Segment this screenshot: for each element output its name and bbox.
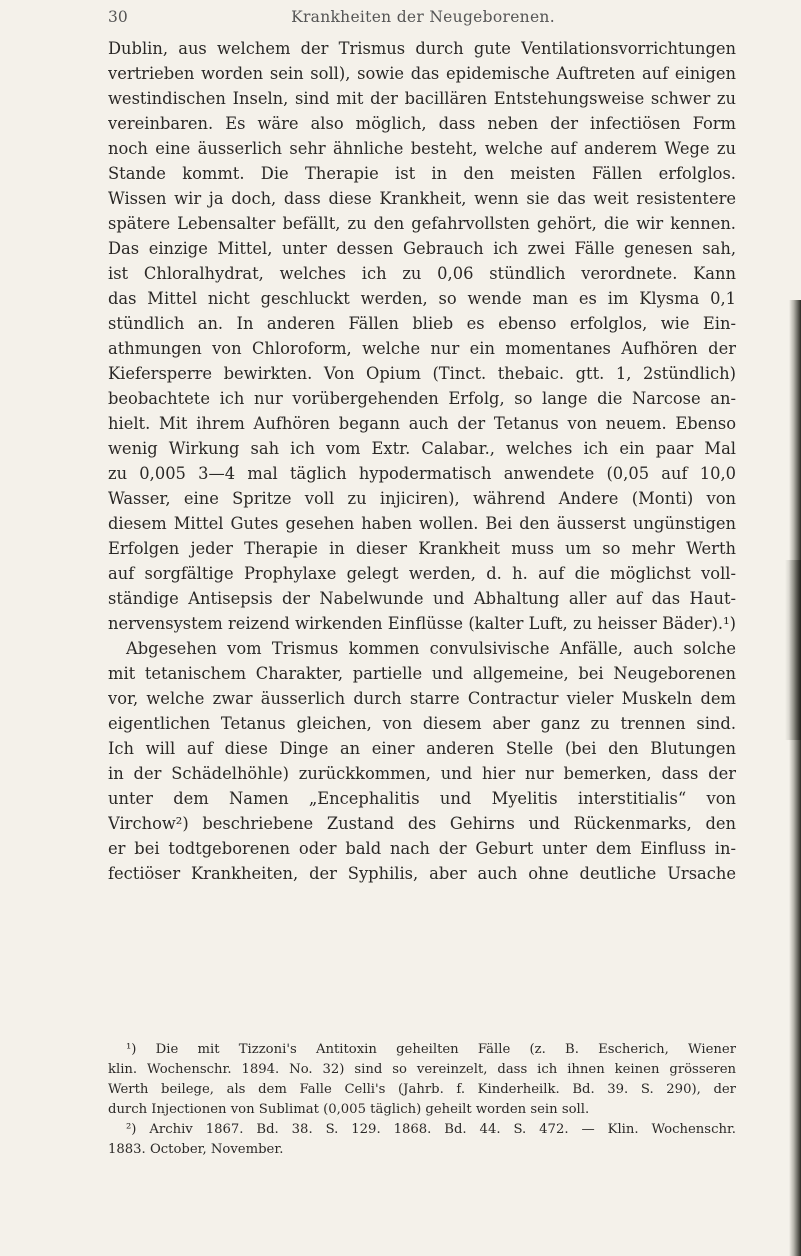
text-line: ist Chloralhydrat, welches ich zu 0,06 stündlich verordnete. Kann: [108, 264, 736, 283]
text-line: er bei todtgeborenen oder bald nach der Geburt unter dem Einfluss in-: [108, 839, 736, 858]
text-line: athmungen von Chloroform, welche nur ein momentanes Aufhören der: [108, 339, 736, 358]
text-line: vertrieben worden sein soll), sowie das epidemische Auftreten auf einigen: [108, 64, 736, 83]
text-line: unter dem Namen „Encephalitis und Myelitis interstitialis“ von: [108, 789, 736, 808]
footnote-line: klin. Wochenschr. 1894. No. 32) sind so vereinzelt, dass ich ihnen keinen grösseren: [108, 1062, 736, 1077]
body-text: [108, 36, 736, 886]
footnote-line: ¹) Die mit Tizzoni's Antitoxin geheilten Fälle (z. B. Escherich, Wiener: [126, 1042, 736, 1057]
text-line: Dublin, aus welchem der Trismus durch gute Ventilationsvorrichtungen: [108, 39, 736, 58]
text-line: zu 0,005 3—4 mal täglich hypodermatisch anwendete (0,05 auf 10,0: [108, 464, 736, 483]
running-title: Krankheiten der Neugeborenen.: [291, 8, 555, 26]
text-line: stündlich an. In anderen Fällen blieb es ebenso erfolglos, wie Ein-: [108, 314, 736, 333]
text-line: Wasser, eine Spritze voll zu injiciren), während Andere (Monti) von: [108, 489, 736, 508]
text-line: wenig Wirkung sah ich vom Extr. Calabar., welches ich ein paar Mal: [108, 439, 736, 458]
footnote-line: durch Injectionen von Sublimat (0,005 täglich) geheilt worden sein soll.: [108, 1102, 590, 1117]
text-line: spätere Lebensalter befällt, zu den gefahrvollsten gehört, die wir kennen.: [108, 214, 736, 233]
text-line: Wissen wir ja doch, dass diese Krankheit, wenn sie das weit resistentere: [108, 189, 736, 208]
footnote-line: Werth beilege, als dem Falle Celli's (Jahrb. f. Kinderheilk. Bd. 39. S. 290), der: [108, 1082, 736, 1097]
text-line: vor, welche zwar äusserlich durch starre Contractur vieler Muskeln dem: [108, 689, 736, 708]
text-line: noch eine äusserlich sehr ähnliche besteht, welche auf anderem Wege zu: [108, 139, 736, 158]
text-line: Stande kommt. Die Therapie ist in den meisten Fällen erfolglos.: [108, 164, 736, 183]
text-line: das Mittel nicht geschluckt werden, so wende man es im Klysma 0,1: [108, 289, 736, 308]
text-line: Abgesehen vom Trismus kommen convulsivische Anfälle, auch solche: [126, 639, 736, 658]
text-line: diesem Mittel Gutes gesehen haben wollen. Bei den äusserst ungünstigen: [108, 514, 736, 533]
text-line: vereinbaren. Es wäre also möglich, dass neben der infectiösen Form: [108, 114, 736, 133]
text-line: Das einzige Mittel, unter dessen Gebrauch ich zwei Fälle genesen sah,: [108, 239, 736, 258]
footnote-line: ²) Archiv 1867. Bd. 38. S. 129. 1868. Bd. 44. S. 472. — Klin. Wochenschr.: [126, 1122, 736, 1137]
footnotes: [108, 1040, 736, 1160]
text-line: fectiöser Krankheiten, der Syphilis, aber auch ohne deutliche Ursache: [108, 864, 736, 883]
page-header: [108, 8, 738, 32]
text-line: auf sorgfältige Prophylaxe gelegt werden, d. h. auf die möglichst voll-: [108, 564, 736, 583]
scan-edge: [789, 300, 801, 1256]
text-line: westindischen Inseln, sind mit der bacillären Entstehungsweise schwer zu: [108, 89, 736, 108]
text-line: nervensystem reizend wirkenden Einflüsse (kalter Luft, zu heisser Bäder).¹): [108, 614, 736, 633]
text-line: Kiefersperre bewirkten. Von Opium (Tinct. thebaic. gtt. 1, 2stündlich): [108, 364, 736, 383]
text-line: hielt. Mit ihrem Aufhören begann auch der Tetanus von neuem. Ebenso: [108, 414, 736, 433]
page-number: 30: [108, 8, 128, 26]
text-line: Erfolgen jeder Therapie in dieser Krankheit muss um so mehr Werth: [108, 539, 736, 558]
text-line: eigentlichen Tetanus gleichen, von diesem aber ganz zu trennen sind.: [108, 714, 736, 733]
text-line: Virchow²) beschriebene Zustand des Gehirns und Rückenmarks, den: [108, 814, 736, 833]
text-line: mit tetanischem Charakter, partielle und allgemeine, bei Neugeborenen: [108, 664, 736, 683]
text-line: beobachtete ich nur vorübergehenden Erfolg, so lange die Narcose an-: [108, 389, 736, 408]
text-line: in der Schädelhöhle) zurückkommen, und hier nur bemerken, dass der: [108, 764, 736, 783]
footnote-line: 1883. October, November.: [108, 1142, 284, 1157]
text-line: ständige Antisepsis der Nabelwunde und Abhaltung aller auf das Haut-: [108, 589, 736, 608]
text-line: Ich will auf diese Dinge an einer anderen Stelle (bei den Blutungen: [108, 739, 736, 758]
